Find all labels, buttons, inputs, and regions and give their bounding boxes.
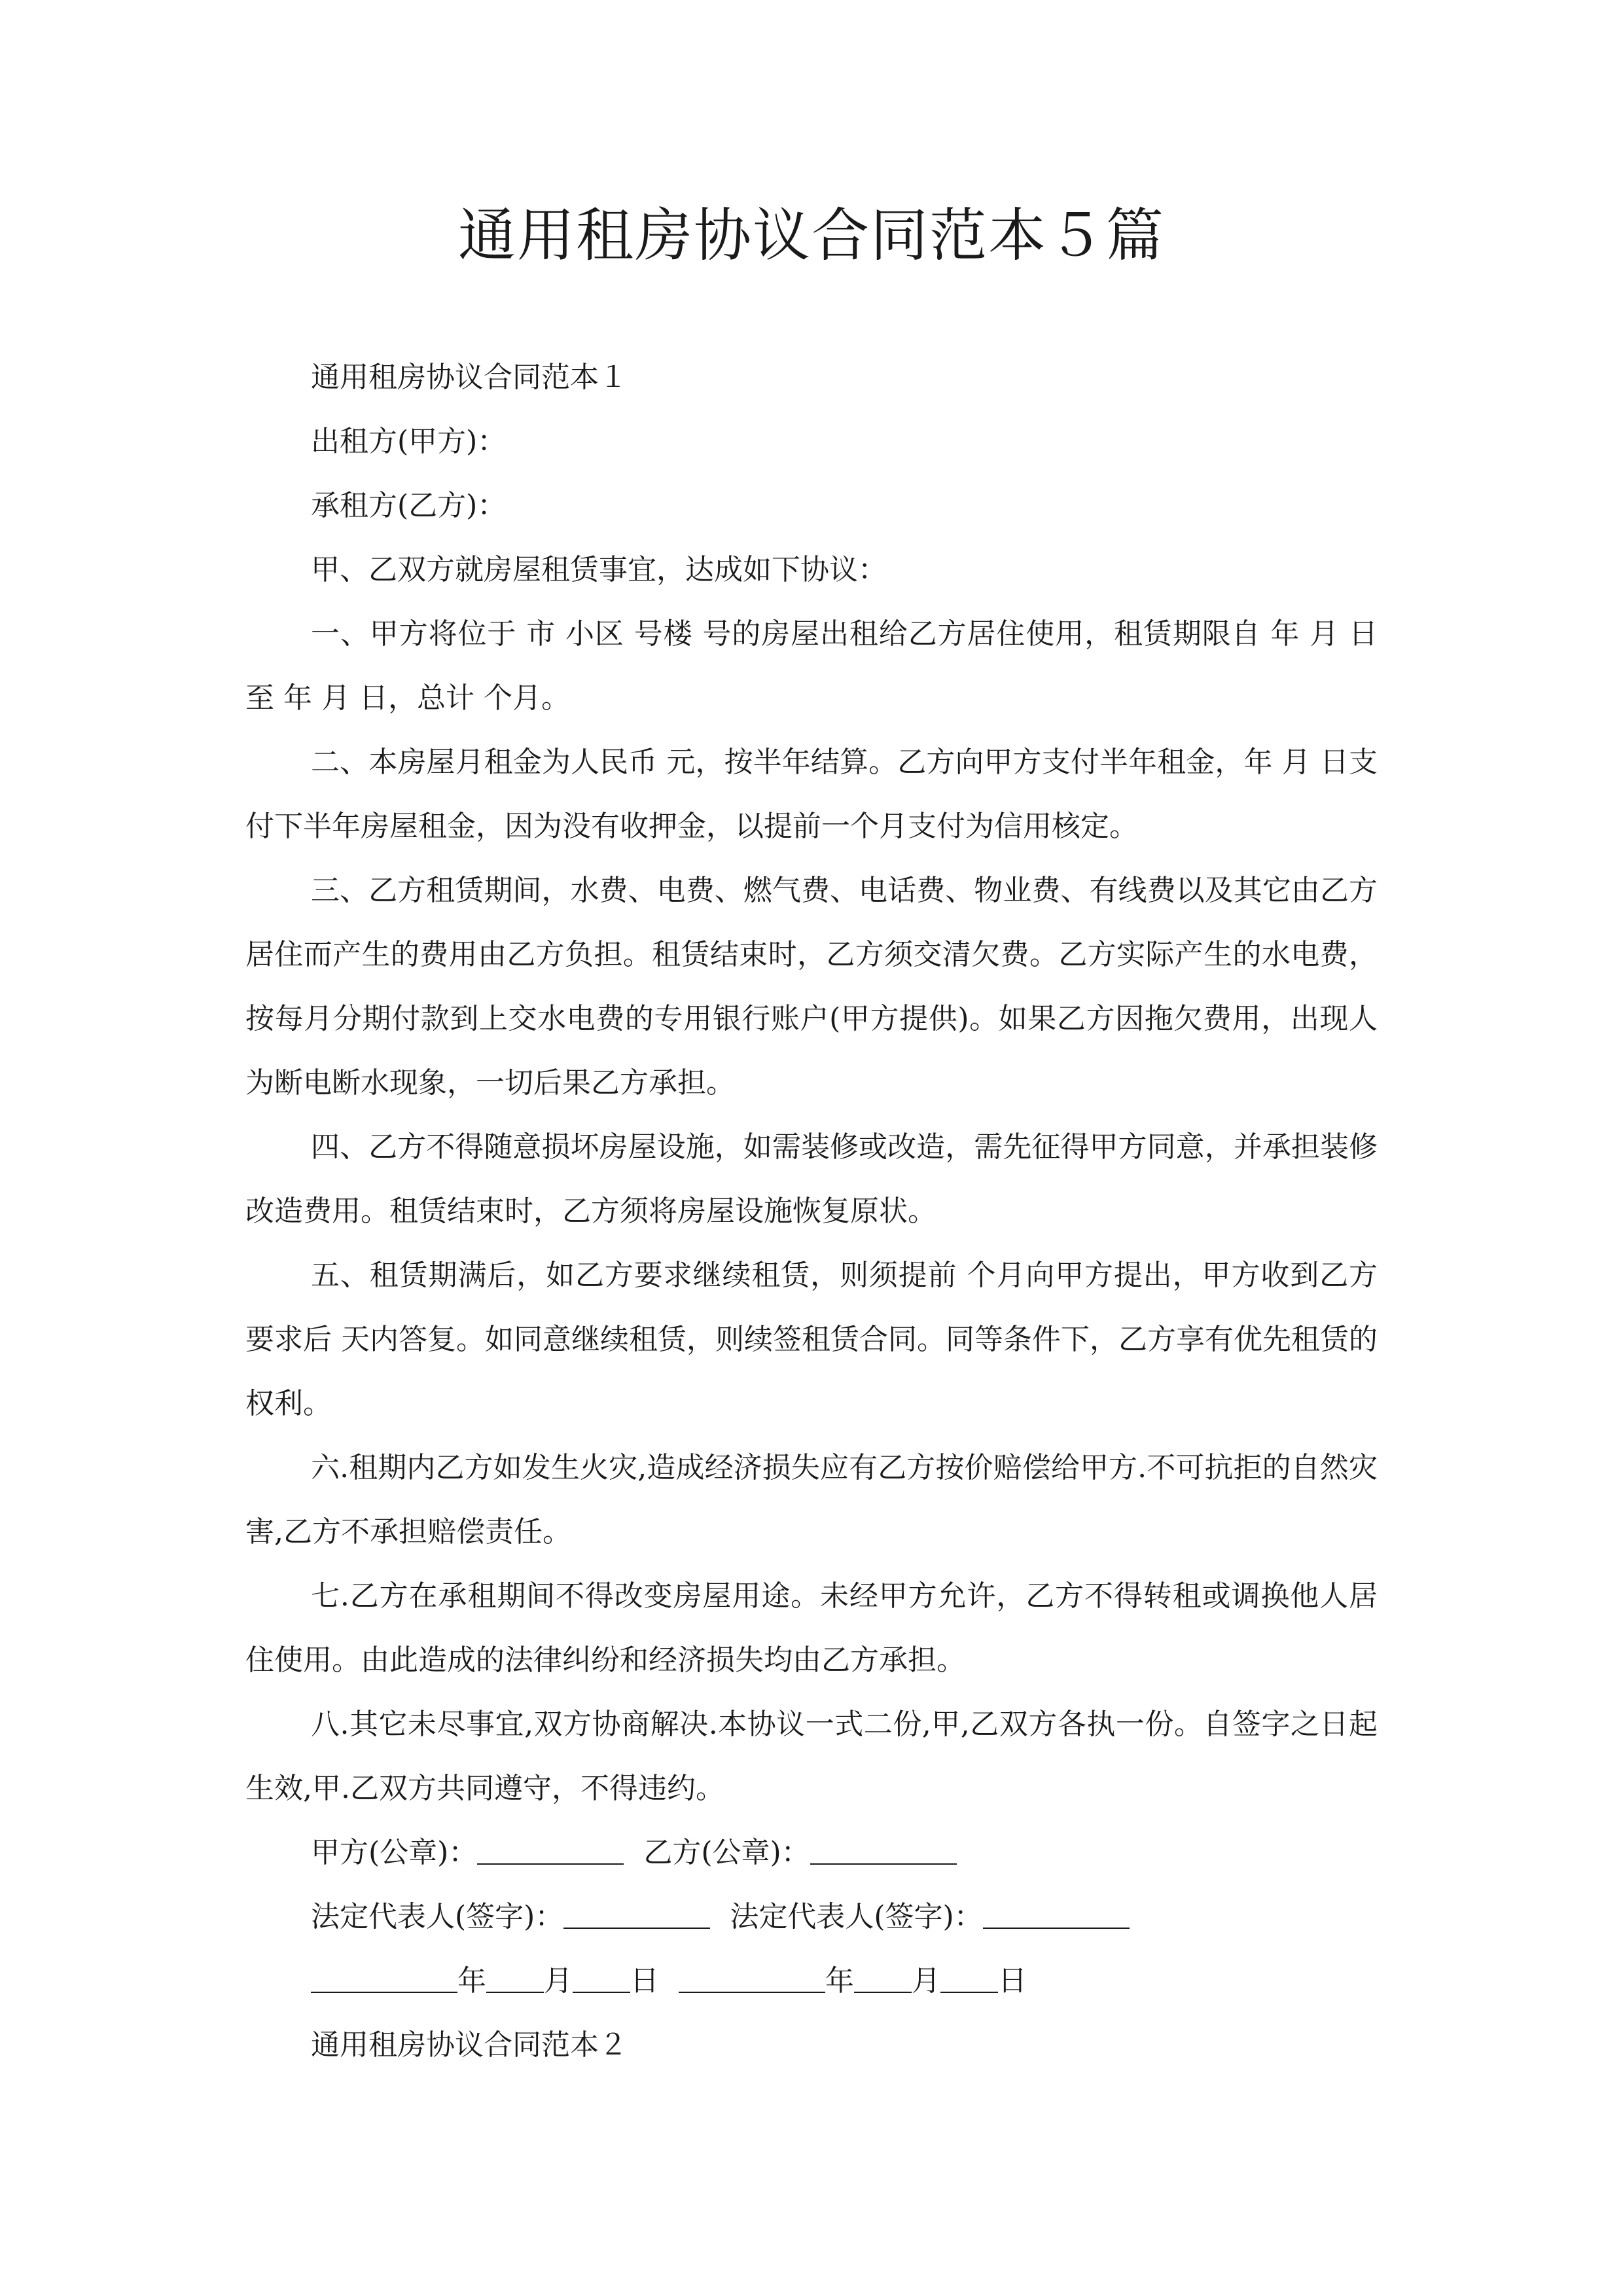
party-b-rep-label: 法定代表人(签字)： xyxy=(730,1900,983,1933)
section-heading-2: 通用租房协议合同范本２ xyxy=(311,2028,628,2062)
document-body xyxy=(245,346,1378,2077)
party-b-rep-blank xyxy=(983,1900,1130,1929)
representative-signature-line xyxy=(245,1885,1378,1949)
date-line xyxy=(245,1949,1378,2013)
clause-6: 六.租期内乙方如发生火灾,造成经济损失应有乙方按价赔偿给甲方.不可抗拒的自然灾害,乙方不承担赔偿责任。 xyxy=(245,1451,1378,1549)
party-a-rep-label: 法定代表人(签字)： xyxy=(311,1900,564,1933)
party-b-seal-blank xyxy=(810,1836,957,1865)
clause-7: 七.乙方在承租期间不得改变房屋用途。未经甲方允许，乙方不得转租或调换他人居住使用。由此造成的法律纠纷和经济损失均由乙方承担。 xyxy=(245,1579,1378,1677)
party-a-seal-label: 甲方(公章)： xyxy=(311,1836,478,1869)
seal-signature-line xyxy=(245,1821,1378,1885)
party-a-rep-blank xyxy=(563,1900,710,1929)
clause-3: 三、乙方租赁期间，水费、电费、燃气费、电话费、物业费、有线费以及其它由乙方居住而产生的费用由乙方负担。租赁结束时，乙方须交清欠费。乙方实际产生的水电费，按每月分期付款到上交水电费的专用银行账户(甲方提供)。如果乙方因拖欠费用，出现人为断电断水现象，一切后果乙方承担。 xyxy=(245,874,1378,1100)
party-a-seal-blank xyxy=(477,1836,624,1865)
party-b-seal-label: 乙方(公章)： xyxy=(643,1836,810,1869)
party-b-day-label: 日 xyxy=(998,1964,1027,1998)
section-heading-1: 通用租房协议合同范本１ xyxy=(311,361,628,394)
clause-4: 四、乙方不得随意损坏房屋设施，如需装修或改造，需先征得甲方同意，并承担装修改造费用。租赁结束时，乙方须将房屋设施恢复原状。 xyxy=(245,1130,1378,1228)
lessee-line: 承租方(乙方)： xyxy=(311,489,507,522)
clause-2: 二、本房屋月租金为人民币 元，按半年结算。乙方向甲方支付半年租金，年 月 日支付下半年房屋租金，因为没有收押金，以提前一个月支付为信用核定。 xyxy=(245,745,1378,843)
clause-1: 一、甲方将位于 市 小区 号楼 号的房屋出租给乙方居住使用，租赁期限自 年 月 日至 年 月 日，总计 个月。 xyxy=(245,617,1378,715)
party-a-day-blank xyxy=(573,1964,630,1993)
clause-5: 五、租赁期满后，如乙方要求继续租赁，则须提前 个月向甲方提出，甲方收到乙方要求后 天内答复。如同意继续租赁，则续签租赁合同。同等条件下，乙方享有优先租赁的权利。 xyxy=(245,1259,1378,1420)
party-a-year-blank xyxy=(311,1964,457,1993)
party-a-month-label: 月 xyxy=(544,1964,573,1998)
party-a-year-label: 年 xyxy=(457,1964,486,1998)
party-b-month-label: 月 xyxy=(912,1964,940,1998)
party-a-month-blank xyxy=(486,1964,544,1993)
party-b-year-label: 年 xyxy=(825,1964,854,1998)
party-b-month-blank xyxy=(854,1964,912,1993)
clause-8: 八.其它未尽事宜,双方协商解决.本协议一式二份,甲,乙双方各执一份。自签字之日起生效,甲.乙双方共同遵守，不得违约。 xyxy=(245,1708,1378,1805)
lessor-line: 出租方(甲方)： xyxy=(311,425,507,458)
party-a-day-label: 日 xyxy=(630,1964,659,1998)
document-title: 通用租房协议合同范本５篇 xyxy=(457,202,1165,269)
party-b-year-blank xyxy=(679,1964,825,1993)
intro-line: 甲、乙双方就房屋租赁事宜，达成如下协议： xyxy=(311,553,887,586)
party-b-day-blank xyxy=(940,1964,998,1993)
